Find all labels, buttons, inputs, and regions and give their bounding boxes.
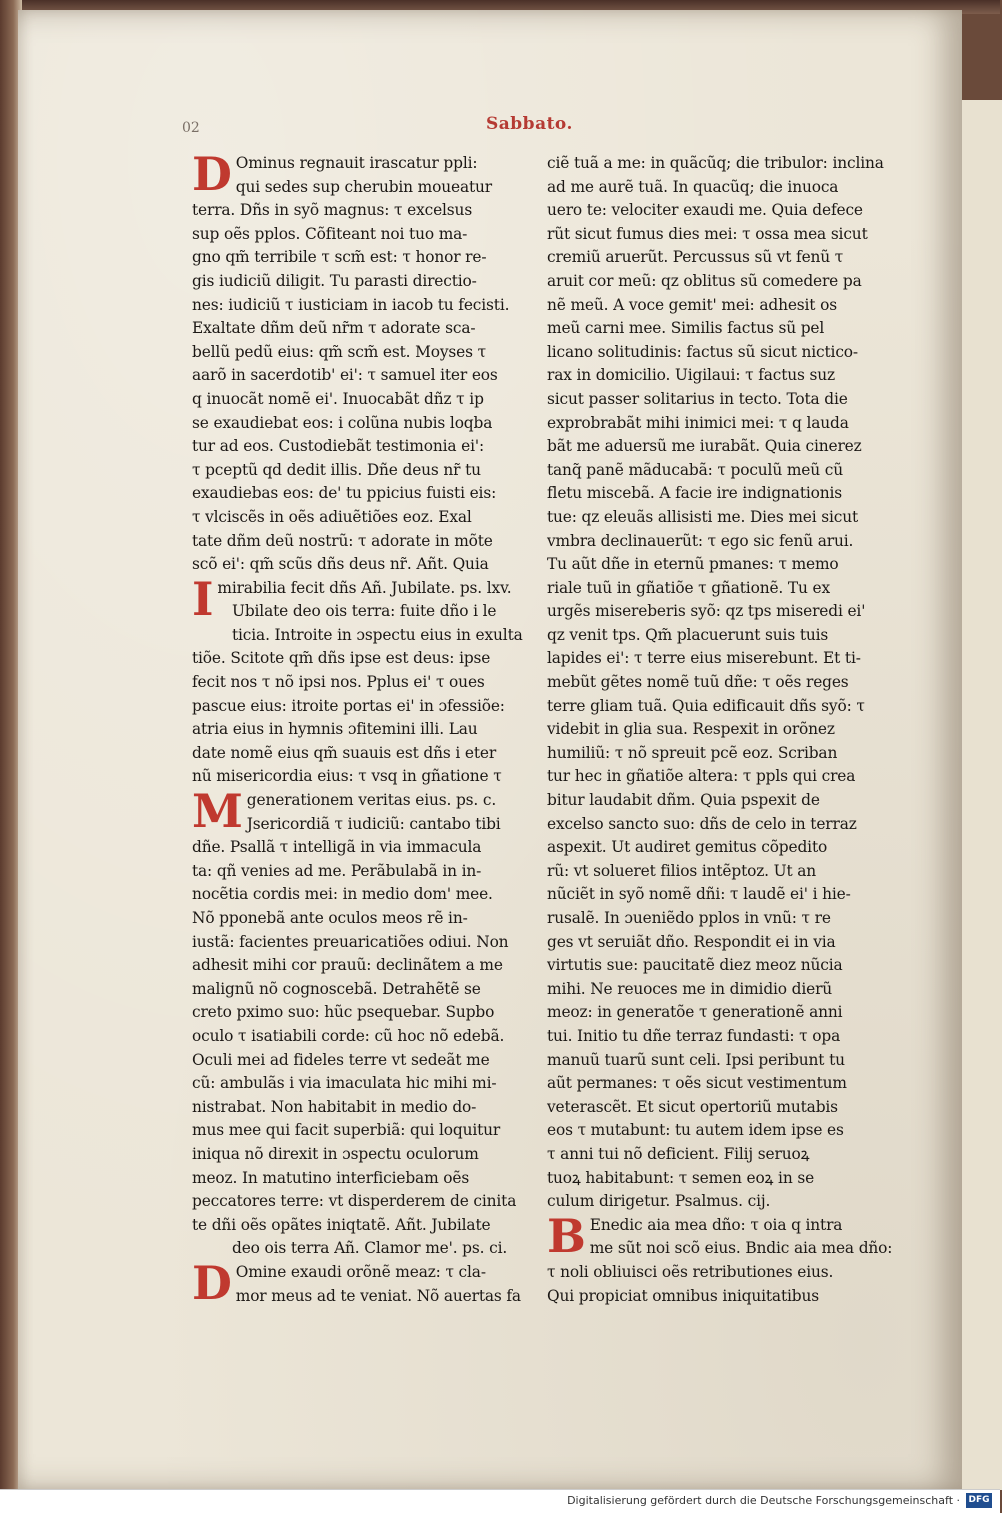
text-line: Ubilate deo ois terra: fuite dño i le [232, 602, 497, 621]
running-head: Sabbato. [486, 114, 573, 134]
text-line: nistrabat. Non habitabit in medio do- [192, 1097, 477, 1116]
text-line: ad me aurẽ tuã. In quacũq; die inuoca [547, 177, 839, 196]
decorated-initial: D [192, 147, 232, 201]
text-line: Nõ pponebã ante oculos meos rẽ in- [192, 909, 468, 927]
dfg-logo-icon: DFG [966, 1493, 992, 1508]
text-line: aarõ in sacerdotib' ei': τ samuel iter eos [192, 366, 498, 385]
text-line: culum dirigetur. Psalmus. cij. [547, 1192, 771, 1211]
text-line: oculo τ isatiabili corde: cũ hoc nõ edebã. [192, 1026, 505, 1045]
text-line: mebũt gẽtes nomẽ tuũ dñe: τ oẽs reges [547, 673, 849, 692]
text-line: aũt permanes: τ oẽs sicut vestimentum [547, 1074, 847, 1093]
text-line: fecit nos τ nõ ipsi nos. Pplus ei' τ oues [192, 673, 485, 692]
text-line: eos τ mutabunt: tu autem idem ipse es [547, 1121, 844, 1140]
text-line: mor meus ad te veniat. Nõ auertas fa [235, 1286, 521, 1305]
digitization-footer [0, 1489, 1000, 1513]
text-line: mus mee qui facit superbiã: qui loquitur [192, 1121, 501, 1140]
text-line: nocẽtia cordis mei: in medio dom' mee. [192, 885, 493, 904]
text-line: rax in domicilio. Uigilaui: τ factus suz [547, 366, 836, 385]
text-line: fletu miscebã. A facie ire indignationis [547, 484, 843, 503]
text-line: urgẽs misereberis syõ: qz tps miseredi ei' [547, 602, 866, 621]
decorated-initial: M [192, 784, 243, 839]
text-line: aspexit. Ut audiret gemitus cõpedito [547, 838, 828, 857]
text-line: ciẽ tuã a me: in quãcũq; die tribulor: inclina [547, 154, 884, 172]
text-line: videbit in glia sua. Respexit in orõnez [547, 720, 835, 739]
text-line: te dñi oẽs opãtes iniqtatẽ. Añt. Jubilate [192, 1215, 491, 1234]
decorated-initial: D [192, 1255, 232, 1310]
text-line: mirabilia fecit dñs Añ. Jubilate. ps. lxv. [217, 578, 512, 597]
text-line: aruit cor meũ: qz oblitus sũ comedere pa [547, 271, 862, 290]
text-line: deo ois terra Añ. Clamor me'. ps. ci. [232, 1239, 508, 1258]
text-line: peccatores terre: vt disperderem de cinita [192, 1192, 517, 1211]
text-line: τ noli obliuisci oẽs retributiones eius. [547, 1262, 834, 1281]
text-line: tanq̃ panẽ mãducabã: τ poculũ meũ cũ [547, 460, 843, 479]
text-line: dñe. Psallã τ intelligã in via immacula [192, 838, 482, 857]
text-line: tue: qz eleuãs allisisti me. Dies mei sicut [547, 507, 859, 526]
text-line: Jsericordiã τ iudiciũ: cantabo tibi [246, 814, 501, 833]
text-line: tur hec in gñatiõe altera: τ ppls qui crea [547, 767, 856, 786]
decorated-initial: B [547, 1208, 586, 1263]
text-line: adhesit mihi cor prauũ: declinãtem a me [192, 956, 503, 975]
text-line: tate dñm deũ nostrũ: τ adorate in mõte [192, 531, 493, 550]
text-line: generationem veritas eius. ps. c. [246, 791, 497, 810]
text-line: malignũ nõ cognoscebã. Detrahẽtẽ se [192, 979, 481, 998]
text-line: licano solitudinis: factus sũ sicut nictico- [547, 342, 858, 361]
text-line: nũciẽt in syõ nomẽ dñi: τ laudẽ ei' i hie- [547, 885, 851, 904]
text-line: tuoꝝ habitabunt: τ semen eoꝝ in se [547, 1168, 815, 1187]
text-line: virtutis sue: paucitatẽ diez meoz nũcia [547, 956, 843, 975]
facing-page-edge [958, 100, 1002, 1490]
text-line: Omine exaudi orõnẽ meaz: τ cla- [235, 1262, 486, 1281]
text-line: excelso sancto suo: dñs de celo in terraz [547, 814, 857, 833]
text-line: exprobrabãt mihi inimici mei: τ q lauda [547, 413, 849, 432]
text-line: Exaltate dñm deũ nr̃m τ adorate sca- [192, 319, 476, 338]
text-line: pascue eius: itroite portas ei' in ɔfessiõe: [192, 696, 505, 715]
right-text-column [547, 152, 891, 1308]
text-line: nẽ meũ. A voce gemit' mei: adhesit os [547, 295, 837, 314]
footer-credit: Digitalisierung gefördert durch die Deutsche Forschungsgemeinschaft · [567, 1494, 960, 1507]
text-line: q inuocãt nomẽ ei'. Inuocabãt dñz τ ip [192, 389, 484, 408]
text-line: rũt sicut fumus dies mei: τ ossa mea sicut [547, 224, 868, 243]
text-line: bellũ pedũ eius: qm̃ scm̃ est. Moyses τ [192, 342, 486, 361]
text-line: exaudiebas eos: de' tu ppicius fuisti eis: [192, 484, 497, 503]
text-line: uero te: velociter exaudi me. Quia defece [547, 201, 863, 220]
text-line: sup oẽs pplos. Cõfiteant noi tuo ma- [192, 224, 468, 243]
text-line: creto pximo suo: hũc psequebar. Supbo [192, 1003, 495, 1022]
text-line: cremiũ aruerũt. Percussus sũ vt fenũ τ [547, 248, 844, 267]
text-line: nes: iudiciũ τ iusticiam in iacob tu fecisti. [192, 295, 510, 314]
text-line: tui. Initio tu dñe terraz fundasti: τ opa [547, 1026, 841, 1045]
text-line: Tu aũt dñe in eternũ pmanes: τ memo [547, 555, 839, 574]
text-line: Oculi mei ad fideles terre vt sedeãt me [192, 1050, 490, 1069]
text-line: meoz: in generatõe τ generationẽ anni [547, 1003, 843, 1022]
text-line: cũ: ambulãs i via imaculata hic mihi mi- [192, 1074, 497, 1093]
text-line: terra. Dñs in syõ magnus: τ excelsus [192, 201, 473, 220]
text-line: manuũ tuarũ sunt celi. Ipsi peribunt tu [547, 1050, 845, 1069]
text-line: τ vlciscẽs in oẽs adiuẽtiões eoz. Exal [192, 507, 472, 526]
text-line: sicut passer solitarius in tecto. Tota die [547, 389, 848, 408]
text-line: bãt me aduersũ me iurabãt. Quia cinerez [547, 437, 862, 456]
text-line: me sũt noi scõ eius. Bndic aia mea dño: [589, 1239, 893, 1258]
text-line: ges vt seruiãt dño. Respondit ei in via [547, 932, 836, 951]
text-line: qz venit tps. Qm̃ placuerunt suis tuis [547, 625, 829, 644]
text-line: Enedic aia mea dño: τ oia q intra [589, 1215, 843, 1234]
text-line: se exaudiebat eos: i colũna nubis loqba [192, 413, 493, 432]
text-line: ticia. Introite in ɔspectu eius in exulta [232, 625, 523, 644]
text-line: qui sedes sup cherubin moueatur [235, 177, 492, 196]
text-line: mihi. Ne reuoces me in dimidio dierũ [547, 979, 833, 998]
page-number: 02 [182, 120, 200, 136]
left-text-column [192, 147, 536, 1310]
text-line: riale tuũ in gñatiõe τ gñationẽ. Tu ex [547, 578, 831, 597]
text-line: veterascẽt. Et sicut opertoriũ mutabis [547, 1097, 838, 1116]
text-line: gno qm̃ terribile τ scm̃ est: τ honor re- [192, 248, 487, 267]
text-line: lapides ei': τ terre eius miserebunt. Et ti- [547, 649, 861, 668]
text-line: Ominus regnauit irascatur ppli: [235, 154, 478, 172]
text-line: meoz. In matutino interficiebam oẽs [192, 1168, 470, 1187]
decorated-initial: I [192, 571, 214, 626]
text-line: tur ad eos. Custodiebãt testimonia ei': [192, 437, 485, 456]
text-line: humiliũ: τ nõ spreuit pcẽ eoz. Scriban [547, 743, 838, 762]
text-line: ta: qñ venies ad me. Perãbulabã in in- [192, 861, 482, 880]
text-line: atria eius in hymnis ɔfitemini illi. Lau [192, 720, 478, 739]
text-line: vmbra declinauerũt: τ ego sic fenũ arui. [547, 531, 854, 550]
text-line: gis iudiciũ diligit. Tu parasti directio- [192, 271, 477, 290]
text-line: terre gliam tuã. Quia edificauit dñs syõ: τ [547, 696, 865, 715]
text-line: τ anni tui nõ deficient. Filij seruoꝝ [547, 1144, 810, 1163]
text-line: iustã: facientes preuaricatiões odiui. Non [192, 932, 509, 951]
text-line: scõ ei': qm̃ scũs dñs deus nr̃. Añt. Quia [192, 555, 489, 574]
text-line: τ pceptũ qd dedit illis. Dñe deus nr̃ tu [192, 460, 481, 479]
text-line: tiõe. Scitote qm̃ dñs ipse est deus: ipse [192, 649, 491, 668]
text-line: iniqua nõ direxit in ɔspectu oculorum [192, 1144, 479, 1163]
text-line: bitur laudabit dñm. Quia pspexit de [547, 791, 820, 810]
text-line: rũ: vt solueret filios intẽptoz. Ut an [547, 861, 817, 880]
text-line: nũ misericordia eius: τ vsq in gñatione τ [192, 767, 502, 786]
text-line: rusalẽ. In ɔueniẽdo pplos in vnũ: τ re [547, 909, 831, 927]
text-line: meũ carni mee. Similis factus sũ pel [547, 319, 825, 338]
text-line: Qui propiciat omnibus iniquitatibus [547, 1286, 819, 1305]
text-line: date nomẽ eius qm̃ suauis est dñs i eter [192, 743, 497, 762]
